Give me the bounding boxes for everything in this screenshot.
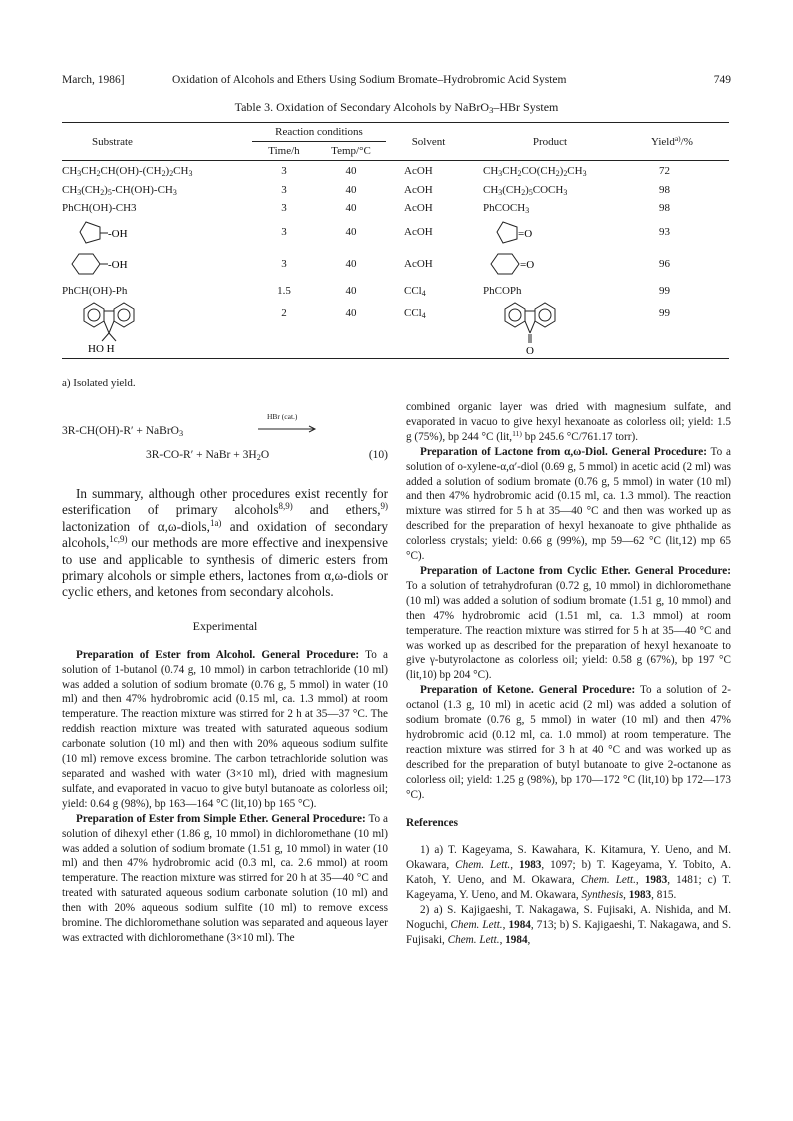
product-cell	[471, 301, 629, 359]
header-substrate: Substrate	[62, 123, 252, 161]
paragraph-run-in-title: Preparation of Lactone from α,ω-Diol. General Procedure:	[420, 445, 707, 458]
substrate-cell	[62, 247, 252, 281]
references-heading: References	[406, 817, 458, 830]
paragraph-run-in-title: Preparation of Ester from Alcohol. General Procedure:	[76, 648, 360, 661]
product-cell: PhCOCH$_3$	[483, 201, 530, 215]
temp-cell: 40	[345, 257, 357, 270]
table-row	[62, 181, 729, 199]
reference-2: 2) a) S. Kajigaeshi, T. Nakagawa, S. Fujisaki, A. Nishida, and M. Noguchi, Chem. Lett., 1984, 713; b) S. Kajigaeshi, T. Nakagawa, and S. Fujisaki, Chem. Lett., 1984,	[406, 904, 732, 946]
equation-reactants: 3R-CH(OH)-R′ + NaBrO$_3$	[62, 425, 184, 439]
time-cell: 1.5	[277, 284, 291, 297]
yield-cell: 93	[659, 225, 670, 238]
solvent-cell: AcOH	[404, 225, 433, 238]
yield-cell: 99	[659, 306, 670, 319]
cyclohexanone-structure	[483, 250, 573, 278]
substrate-cell: PhCH(OH)-CH3	[62, 201, 137, 214]
right-column	[406, 400, 731, 948]
ketone-oxygen-label: O	[526, 345, 534, 358]
summary-paragraph: In summary, although other procedures exist recently for esterification of primary alcohols$^{8,9)}$ and ethers,$^{9)}$ lactonization of α,ω-diols,$^{1a)}$ and oxidation of secondary alcohols,$^{1c,9)}$ our methods are more effective and inexpensive to use and applicable to synthesis of dimeric esters from primary alcohols or simple ethers, lactones from α,ω-diols or cyclic ethers, and ketones from secondary alcohols.	[62, 486, 389, 600]
fluorenol-label: HO H	[88, 343, 115, 356]
table-row	[62, 247, 729, 281]
paragraph-run-in-title: Preparation of Ester from Simple Ether. General Procedure:	[76, 812, 366, 825]
temp-cell: 40	[345, 225, 357, 238]
catalyst-label: HBr (cat.)	[267, 412, 298, 421]
equation-10	[62, 410, 388, 472]
time-cell: 3	[281, 164, 287, 177]
time-cell: 2	[281, 306, 287, 319]
continued-paragraph: combined organic layer was dried with magnesium sulfate, and evaporated in vacuo to give hexyl hexanoate as colorless oil; yield: 1.5 g (75%), bp 244 °C (lit,$^{11)}$ bp 245.6 °C/761.17 torr).	[406, 401, 731, 443]
table-caption	[0, 100, 793, 115]
paragraph-run-in-title: Preparation of Lactone from Cyclic Ether. General Procedure:	[420, 564, 731, 577]
header-yield: Yield$^{a)}$/%	[629, 123, 729, 161]
table-row	[62, 281, 729, 301]
experimental-paragraph-4	[406, 564, 731, 683]
substrate-cell	[62, 217, 252, 247]
experimental-paragraph-3	[406, 445, 731, 564]
paragraph-body: To a solution of o-xylene-α,α′-diol (0.69 g, 5 mmol) in acetic acid (2 ml) was added a solution of sodium bromate (0.76 g, 5 mmol) in water (10 ml) and then 47% hydrobromic acid (0.15 ml, ca. 1.3 mmol). The reaction mixture was stirred for 5 h at 35—40 °C and then was worked up as described for the preparation of hexyl hexanoate to give phthalide as colorless crystals; yield: 0.66 g (99%), mp 59—62 °C (lit,12) mp 65 °C).	[406, 445, 731, 563]
experimental-paragraph-1	[62, 648, 388, 812]
carbonyl-label: =O	[520, 258, 535, 271]
temp-cell: 40	[345, 164, 357, 177]
hydroxyl-label: -OH	[108, 227, 128, 240]
header-solvent: Solvent	[386, 123, 471, 161]
product-cell	[471, 247, 629, 281]
solvent-cell: AcOH	[404, 201, 433, 214]
equation-number: (10)	[368, 449, 388, 461]
carbonyl-label: =O	[518, 227, 533, 240]
left-column	[62, 410, 388, 946]
running-head	[62, 74, 731, 90]
temp-cell: 40	[345, 306, 357, 319]
yield-cell: 96	[659, 257, 670, 270]
header-reaction-conditions: Reaction conditions	[252, 123, 386, 142]
table-row	[62, 301, 729, 359]
table-row	[62, 217, 729, 247]
time-cell: 3	[281, 201, 287, 214]
temp-cell: 40	[345, 183, 357, 196]
product-cell: PhCOPh	[483, 284, 522, 297]
yield-cell: 99	[659, 284, 670, 297]
paragraph-body: To a solution of dihexyl ether (1.86 g, 10 mmol) in dichloromethane (10 ml) was added a solution of sodium bromate (1.51 g, 10 mmol) in water (10 ml) and then 47% hydrobromic acid (0.3 ml, ca. 2.6 mmol) at room temperature. The reaction mixture was stirred for 20 h at 35—40 °C and treated with saturated aqueous sodium carbonate solution (10 ml) and then with 20% aqueous sodium sulfite (10 ml) to remove excess bromine. The dichloromethane solution was separated and aqueous layer was extracted with dichloromethane (3×10 ml). The	[62, 812, 388, 944]
cyclohexanol-structure	[62, 250, 142, 278]
fluorenone-structure	[483, 301, 593, 357]
header-time: Time/h	[252, 142, 316, 161]
paragraph-body: To a solution of tetrahydrofuran (0.72 g, 10 mmol) in dichloromethane (10 ml) was added a solution of sodium bromate (1.51 g, 10 mmol) and then 47% hydrobromic acid (1.51 ml, ca. 1.3 mmol) at room temperature. The reaction mixture was stirred for 5 h at 35—40 °C and was worked up as described for the preparation of hexyl hexanoate to give γ-butyrolactone as colorless oil; yield: 0.58 g (67%), bp 197 °C (lit,10) bp 204 °C).	[406, 579, 731, 682]
fluorenol-structure	[62, 301, 172, 357]
temp-cell: 40	[345, 201, 357, 214]
time-cell: 3	[281, 257, 287, 270]
header-product: Product	[471, 123, 629, 161]
time-cell: 3	[281, 225, 287, 238]
yield-cell: 72	[659, 164, 670, 177]
substrate-cell: $CH_3CH_2CH(OH)-(CH_2)_2CH_3$	[62, 164, 193, 178]
paragraph-run-in-title: Preparation of Ketone. General Procedure:	[420, 684, 636, 697]
reaction-arrow-icon	[258, 425, 318, 433]
header-temp: Temp/°C	[316, 142, 386, 161]
temp-cell: 40	[345, 284, 357, 297]
product-cell: $CH_3CH_2CO(CH_2)_2CH_3$	[483, 164, 587, 178]
results-table	[62, 122, 729, 359]
experimental-paragraph-5	[406, 683, 731, 802]
cyclopentanol-structure	[62, 219, 142, 245]
solvent-cell: AcOH	[404, 257, 433, 270]
hydroxyl-label: -OH	[108, 258, 128, 271]
equation-products: 3R-CO-R′ + NaBr + $3H_2O$	[146, 449, 270, 463]
product-cell: $CH_3(CH_2)_5COCH_3$	[483, 183, 568, 197]
substrate-cell	[62, 301, 252, 359]
table-row	[62, 199, 729, 217]
yield-cell: 98	[659, 201, 670, 214]
running-title: Oxidation of Alcohols and Ethers Using Sodium Bromate–Hydrobromic Acid System	[172, 74, 567, 86]
product-cell	[471, 217, 629, 247]
reference-1: 1) a) T. Kageyama, S. Kawahara, K. Kitamura, Y. Ueno, and M. Okawara, Chem. Lett., 1983, 1097; b) T. Kageyama, Y. Tobito, A. Katoh, Y. Ueno, and M. Okawara, Chem. Lett., 1983, 1481; c) T. Kageyama, Y. Ueno, and M. Okawara, Synthesis, 1983, 815.	[406, 844, 731, 902]
issue-date: March, 1986]	[62, 74, 125, 86]
experimental-paragraph-2	[62, 812, 388, 946]
page-number: 749	[713, 74, 731, 86]
experimental-heading: Experimental	[192, 618, 258, 633]
table-caption-text: Table 3. Oxidation of Secondary Alcohols by NaBrO$_3$–HBr System	[234, 100, 559, 116]
solvent-cell: CCl$_4$	[404, 284, 426, 298]
yield-cell: 98	[659, 183, 670, 196]
solvent-cell: CCl$_4$	[404, 306, 426, 320]
time-cell: 3	[281, 183, 287, 196]
solvent-cell: AcOH	[404, 164, 433, 177]
cyclopentanone-structure	[483, 219, 573, 245]
paragraph-body: To a solution of 2-octanol (1.3 g, 10 ml) in acetic acid (2 ml) was added a solution of sodium bromate (0.76 g, 5 mmol) in water (10 ml) and then 47% hydrobromic acid (0.12 ml, ca. 1.0 mmol) at room temperature. The reaction mixture was stirred for 3 h at 40 °C and was worked up as described for the preparation of butyl butanoate to give 2-octanone as colorless oil; yield: 1.25 g (98%), bp 170—172 °C (lit,10) bp 172—173 °C).	[406, 684, 731, 801]
table-row	[62, 161, 729, 181]
substrate-cell: $CH_3(CH_2)_5-CH(OH)-CH_3$	[62, 183, 177, 197]
paragraph-body: To a solution of 1-butanol (0.74 g, 10 mmol) in carbon tetrachloride (10 ml) was added a solution of sodium bromate (0.76 g, 5 mmol) in water (10 ml) and then 47% hydrobromic acid (0.15 ml, ca. 1.3 mmol) at room temperature. The reaction mixture was stirred for 2 h at 35—37 °C. The reddish reaction mixture was treated with saturated aqueous sodium carbonate solution (10 ml) and then with 20% aqueous sodium sulfite (10 ml) remove excess bromine. The carbon tetrachloride solution was separated and washed with water (3×10 ml), dried with magnesium sulfate, and evaporated in vacuo to give butyl butanoate as colorless oil; yield: 0.64 g (98%), bp 163—164 °C (lit,10) bp 165 °C).	[62, 648, 388, 810]
table-footnote: a) Isolated yield.	[62, 377, 136, 389]
solvent-cell: AcOH	[404, 183, 433, 196]
substrate-cell: PhCH(OH)-Ph	[62, 284, 128, 297]
